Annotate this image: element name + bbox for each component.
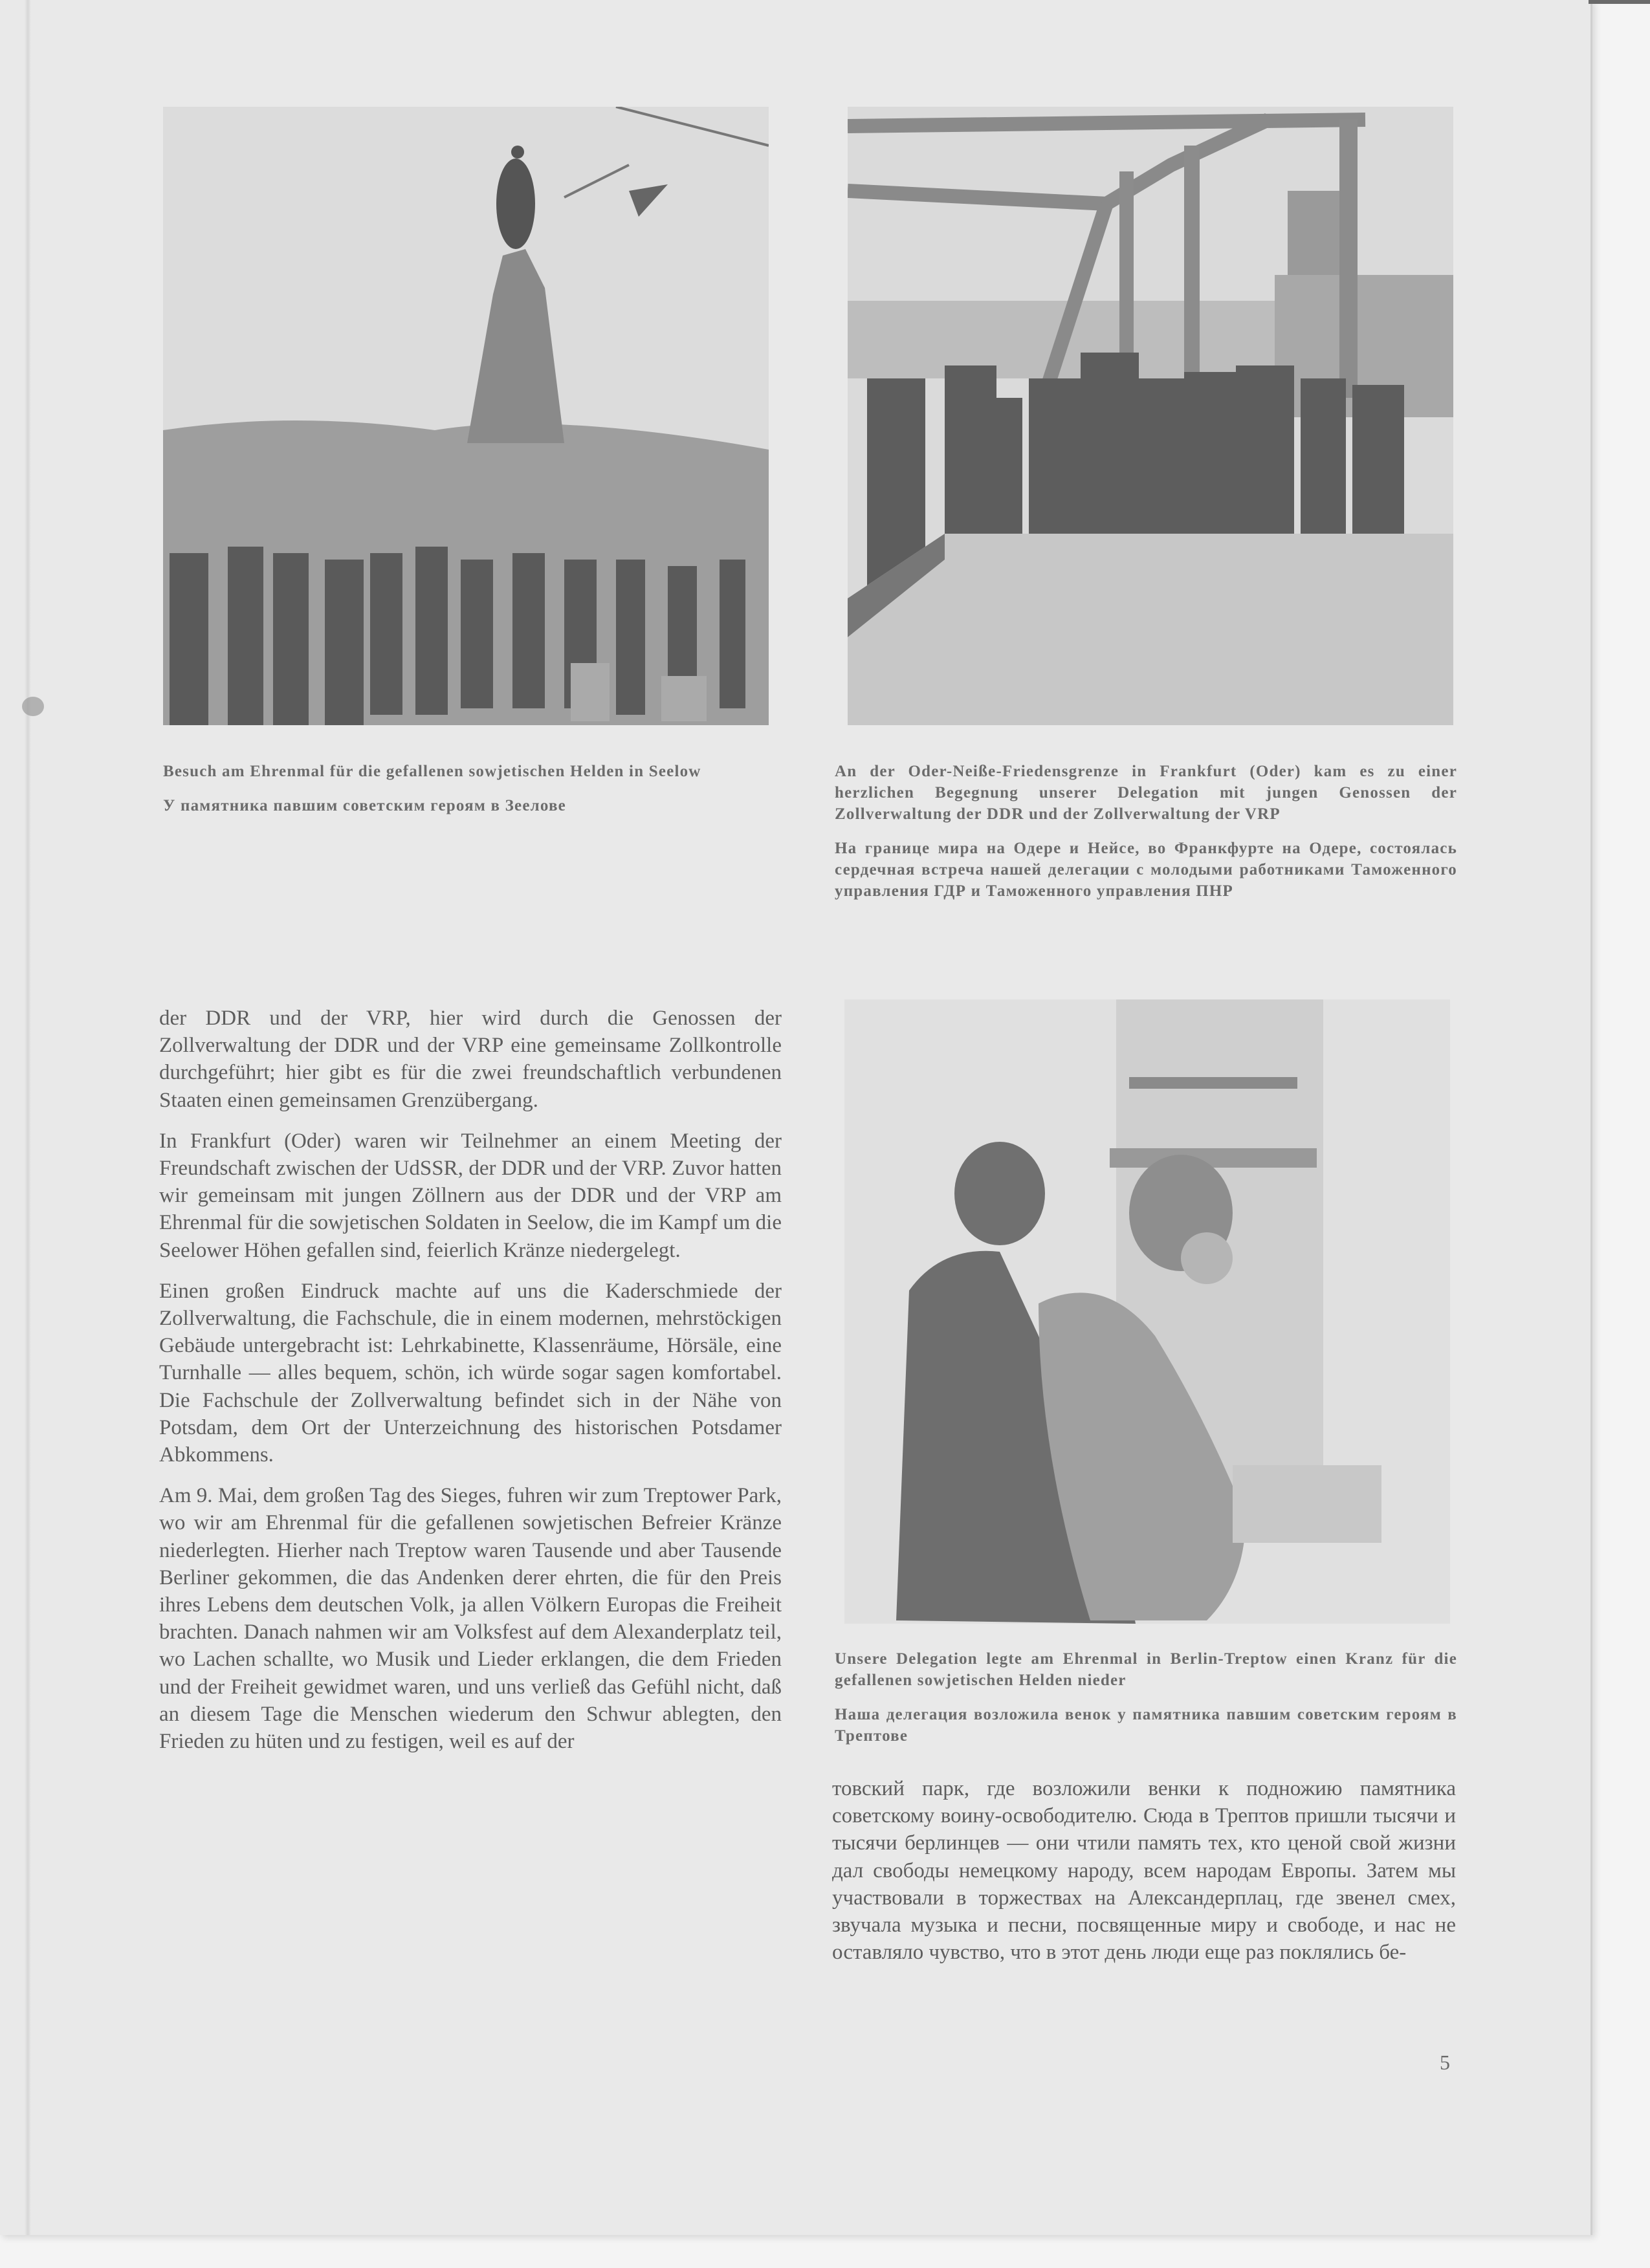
next-page-edge xyxy=(1589,0,1650,4)
treptow-photo-illustration xyxy=(844,999,1450,1624)
seelow-photo-illustration xyxy=(163,107,769,725)
caption-seelow-russian: У памятника павшим советским героям в Зеелове xyxy=(163,797,566,814)
paragraph: Am 9. Mai, dem großen Tag des Sieges, fuhren wir zum Treptower Park, wo wir am Ehrenmal für die gefallenen sowjetischen Befreier Kränze niederlegten. Hierher nach Treptow waren Tausende und aber Tausende Berliner gekommen, die das Andenken derer ehrten, die für den Preis ihres Lebens dem deutschen Volk, ja allen Völkern Europas die Freiheit brachten. Danach nahmen wir am Volksfest auf dem Alexanderplatz teil, wo Lachen schallte, wo Musik und Lieder erklangen, die dem Frieden und der Freiheit gewidmet waren, und uns verließ das Gefühl nicht, daß an diesem Tage die Menschen wiederum den Schwur ablegten, den Frieden zu hüten und zu festigen, weil es auf der xyxy=(159,1484,782,1754)
article-russian-column xyxy=(832,1775,1456,1966)
caption-treptow-russian: Наша делегация возложила венок у памятника павшим советским героям в Трептове xyxy=(835,1706,1457,1745)
photo-seelow-memorial xyxy=(163,107,769,725)
staple-mark xyxy=(22,697,44,716)
frankfurt-photo-illustration xyxy=(848,107,1453,725)
article-german-column xyxy=(159,1005,782,1755)
photo-frankfurt-bridge xyxy=(848,107,1453,725)
caption-frankfurt-german: An der Oder-Neiße-Friedensgrenze in Frankfurt (Oder) kam es zu einer herzlichen Begegnung unserer Delegation mit jungen Genossen der Zollverwaltung der DDR und der Zollverwaltung der VRP xyxy=(835,763,1457,823)
caption-treptow-german: Unsere Delegation legte am Ehrenmal in Berlin-Treptow einen Kranz für die gefallenen sowjetischen Helden nieder xyxy=(835,1650,1457,1689)
binding-fold xyxy=(25,0,31,2235)
caption-frankfurt xyxy=(835,761,1457,902)
paragraph: der DDR und der VRP, hier wird durch die Genossen der Zollverwaltung der DDR und der VRP eine gemeinsame Zollkontrolle durchgeführt; hier gibt es für die zwei freundschaftlich verbundenen Staaten einen gemeinsamen Grenzübergang. xyxy=(159,1007,782,1112)
caption-frankfurt-russian: На границе мира на Одере и Нейсе, во Франкфурте на Одере, состоялась сердечная встреча нашей делегации с молодыми работниками Таможенного управления ГДР и Таможенного управления ПНР xyxy=(835,840,1457,900)
caption-seelow-german: Besuch am Ehrenmal für die gefallenen sowjetischen Helden in Seelow xyxy=(163,763,701,780)
photo-treptow-wreath xyxy=(844,999,1450,1624)
paragraph: товский парк, где возложили венки к подножию памятника советскому воину-освободителю. Сюда в Трептов пришли тысячи и тысячи берлинцев — они чтили память тех, кто ценой свой жизни дал свободы немецкому народу, всем народам Европы. Затем мы участвовали в торжествах на Александерплац, где звенел смех, звучала музыка и песни, посвященные миру и свободе, и нас не оставляло чувство, что в этот день люди еще раз поклялись бе- xyxy=(832,1777,1456,1965)
page-number: 5 xyxy=(1440,2051,1450,2074)
paragraph: In Frankfurt (Oder) waren wir Teilnehmer an einem Meeting der Freundschaft zwischen der UdSSR, der DDR und der VRP. Zuvor hatten wir gemeinsam mit jungen Zöllnern aus der DDR und der VRP am Ehrenmal für die sowjetischen Soldaten in Seelow, die im Kampf um die Seelower Höhen gefallen sind, feierlich Kränze niedergelegt. xyxy=(159,1129,782,1262)
caption-seelow xyxy=(163,761,784,816)
caption-treptow xyxy=(835,1648,1457,1747)
paragraph: Einen großen Eindruck machte auf uns die Kaderschmiede der Zollverwaltung, die Fachschule, die in einem modernen, mehrstöckigen Gebäude untergebracht ist: Lehrkabinette, Klassenräume, Hörsäle, eine Turnhalle — alles bequem, schön, ich würde sogar sagen komfortabel. Die Fachschule der Zollverwaltung befindet sich in der Nähe von Potsdam, dem Ort der Unterzeichnung des historischen Potsdamer Abkommens. xyxy=(159,1279,782,1467)
